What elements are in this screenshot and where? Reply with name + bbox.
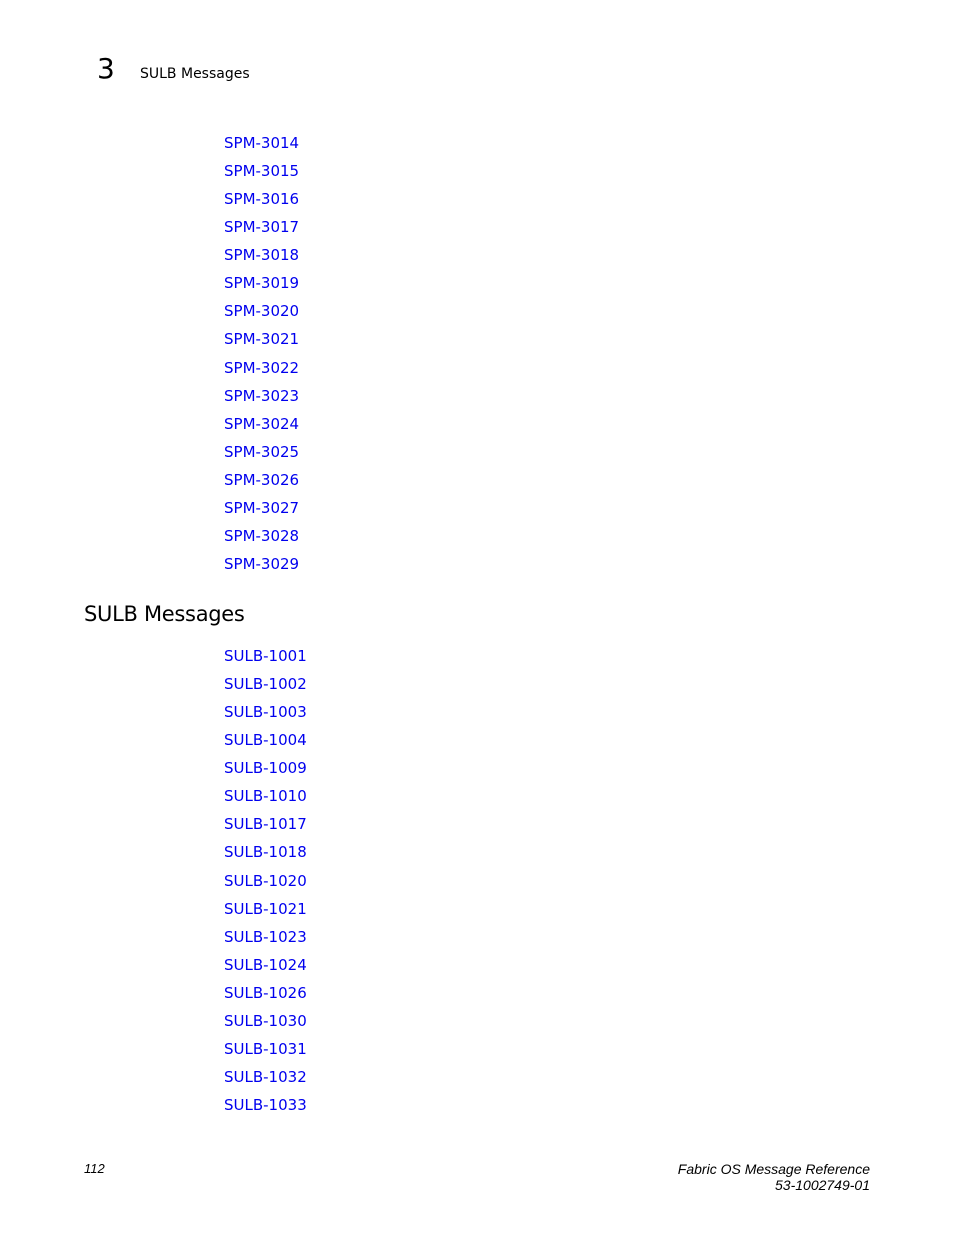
list-item <box>224 499 299 527</box>
sulb-link[interactable]: SULB-1024 <box>224 955 307 974</box>
page-number: 112 <box>84 1161 105 1176</box>
doc-number: 53-1002749-01 <box>775 1177 870 1193</box>
sulb-link[interactable]: SULB-1023 <box>224 927 307 946</box>
spm-link[interactable]: SPM-3017 <box>224 218 300 237</box>
sulb-link[interactable]: SULB-1032 <box>224 1067 307 1086</box>
sulb-link[interactable]: SULB-1002 <box>224 675 307 694</box>
list-item <box>224 527 299 555</box>
sulb-link[interactable]: SULB-1020 <box>224 871 307 890</box>
sulb-link[interactable]: SULB-1009 <box>224 759 307 778</box>
book-title: Fabric OS Message Reference <box>677 1161 870 1177</box>
list-item <box>224 190 299 218</box>
list-item <box>224 1068 307 1096</box>
sulb-link[interactable]: SULB-1030 <box>224 1011 307 1030</box>
spm-link[interactable]: SPM-3014 <box>224 134 300 152</box>
sulb-link[interactable]: SULB-1026 <box>224 983 307 1002</box>
list-item <box>224 787 307 815</box>
list-item <box>224 900 307 928</box>
sulb-link[interactable]: SULB-1017 <box>224 815 307 834</box>
spm-link[interactable]: SPM-3025 <box>224 442 300 461</box>
spm-link[interactable]: SPM-3028 <box>224 526 300 545</box>
sulb-link-list <box>224 647 307 1124</box>
list-item <box>224 387 299 415</box>
sulb-link[interactable]: SULB-1033 <box>224 1096 307 1114</box>
spm-link[interactable]: SPM-3024 <box>224 414 300 433</box>
running-head: SULB Messages <box>140 66 250 82</box>
list-item <box>224 246 299 274</box>
list-item <box>224 359 299 387</box>
list-item <box>224 415 299 443</box>
list-item <box>224 1040 307 1068</box>
list-item <box>224 872 307 900</box>
spm-link[interactable]: SPM-3021 <box>224 330 300 349</box>
list-item <box>224 928 307 956</box>
list-item <box>224 647 307 675</box>
spm-link-list <box>224 134 299 583</box>
spm-link[interactable]: SPM-3015 <box>224 162 300 181</box>
list-item <box>224 555 299 583</box>
list-item <box>224 956 307 984</box>
list-item <box>224 815 307 843</box>
list-item <box>224 1096 307 1124</box>
list-item <box>224 302 299 330</box>
sulb-link[interactable]: SULB-1003 <box>224 703 307 722</box>
spm-link[interactable]: SPM-3026 <box>224 470 300 489</box>
sulb-link[interactable]: SULB-1001 <box>224 647 307 665</box>
spm-link[interactable]: SPM-3023 <box>224 386 300 405</box>
list-item <box>224 218 299 246</box>
sulb-link[interactable]: SULB-1018 <box>224 843 307 862</box>
sulb-link[interactable]: SULB-1004 <box>224 731 307 750</box>
list-item <box>224 330 299 358</box>
sulb-link[interactable]: SULB-1021 <box>224 899 307 918</box>
list-item <box>224 759 307 787</box>
sulb-link[interactable]: SULB-1031 <box>224 1039 307 1058</box>
spm-link[interactable]: SPM-3020 <box>224 302 300 321</box>
chapter-number: 3 <box>97 52 115 85</box>
sulb-link[interactable]: SULB-1010 <box>224 787 307 806</box>
footer-doc-info <box>678 1161 870 1193</box>
list-item <box>224 843 307 871</box>
list-item <box>224 471 299 499</box>
spm-link[interactable]: SPM-3019 <box>224 274 300 293</box>
section-heading: SULB Messages <box>84 602 245 626</box>
list-item <box>224 1012 307 1040</box>
spm-link[interactable]: SPM-3027 <box>224 498 300 517</box>
spm-link[interactable]: SPM-3018 <box>224 246 300 265</box>
spm-link[interactable]: SPM-3029 <box>224 554 300 573</box>
list-item <box>224 731 307 759</box>
list-item <box>224 984 307 1012</box>
list-item <box>224 134 299 162</box>
list-item <box>224 274 299 302</box>
list-item <box>224 162 299 190</box>
list-item <box>224 703 307 731</box>
spm-link[interactable]: SPM-3016 <box>224 190 300 209</box>
list-item <box>224 443 299 471</box>
spm-link[interactable]: SPM-3022 <box>224 358 300 377</box>
list-item <box>224 675 307 703</box>
